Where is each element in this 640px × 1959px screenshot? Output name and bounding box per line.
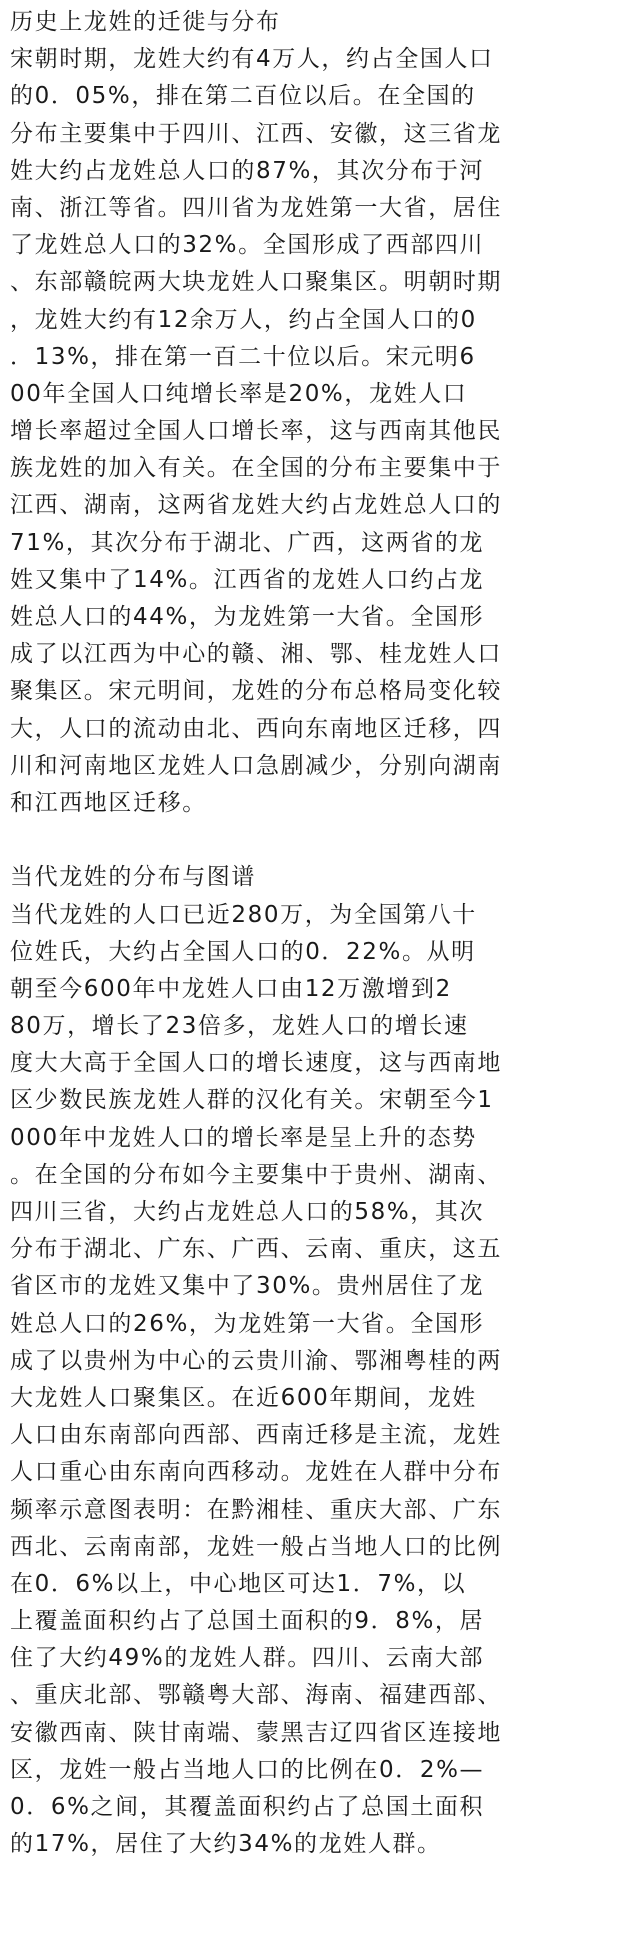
paragraph-line: 、重庆北部、鄂赣粤大部、海南、福建西部、 xyxy=(10,1682,502,1709)
paragraph-line: 人口重心由东南向西移动。龙姓在人群中分布 xyxy=(10,1459,502,1486)
paragraph-line: 南、浙江等省。四川省为龙姓第一大省，居住 xyxy=(10,194,502,221)
paragraph-line: 朝至今600年中龙姓人口由12万激增到2 xyxy=(10,975,452,1002)
paragraph-line: 。在全国的分布如今主要集中于贵州、湖南、 xyxy=(10,1161,502,1188)
paragraph-line: 聚集区。宋元明间，龙姓的分布总格局变化较 xyxy=(10,678,502,705)
paragraph-line: 成了以江西为中心的赣、湘、鄂、桂龙姓人口 xyxy=(10,641,502,668)
paragraph-line: ．13%，排在第一百二十位以后。宋元明6 xyxy=(10,343,476,370)
paragraph-line: 上覆盖面积约占了总国土面积的9．8%，居 xyxy=(10,1608,485,1635)
paragraph-line: 了龙姓总人口的32%。全国形成了西部四川 xyxy=(10,232,485,259)
paragraph-line: 江西、湖南，这两省龙姓大约占龙姓总人口的 xyxy=(10,492,502,519)
paragraph-line: 安徽西南、陕甘南端、蒙黑吉辽四省区连接地 xyxy=(10,1719,502,1746)
paragraph-line: 71%，其次分布于湖北、广西，这两省的龙 xyxy=(10,529,485,556)
paragraph-line: 姓大约占龙姓总人口的87%，其次分布于河 xyxy=(10,157,485,184)
paragraph-line: 族龙姓的加入有关。在全国的分布主要集中于 xyxy=(10,455,502,482)
paragraph-line: 、东部赣皖两大块龙姓人口聚集区。明朝时期 xyxy=(10,269,502,296)
paragraph-line: 人口由东南部向西部、西南迁移是主流，龙姓 xyxy=(10,1422,502,1449)
paragraph-line: 在0．6%以上，中心地区可达1．7%，以 xyxy=(10,1570,467,1597)
paragraph-line: ，龙姓大约有12余万人，约占全国人口的0 xyxy=(10,306,477,333)
paragraph-line: 分布主要集中于四川、江西、安徽，这三省龙 xyxy=(10,120,502,147)
paragraph-line: 频率示意图表明：在黔湘桂、重庆大部、广东 xyxy=(10,1496,502,1523)
paragraph-line: 0．6%之间，其覆盖面积约占了总国土面积 xyxy=(10,1794,485,1820)
paragraph-line: 的0．05%，排在第二百位以后。在全国的 xyxy=(10,83,476,110)
paragraph-line: 省区市的龙姓又集中了30%。贵州居住了龙 xyxy=(10,1273,485,1300)
paragraph-line: 度大大高于全国人口的增长速度，这与西南地 xyxy=(10,1050,502,1077)
paragraph-line: 成了以贵州为中心的云贵川渝、鄂湘粤桂的两 xyxy=(10,1347,502,1374)
paragraph-line: 位姓氏，大约占全国人口的0．22%。从明 xyxy=(10,938,476,965)
paragraph-line: 姓又集中了14%。江西省的龙姓人口约占龙 xyxy=(10,566,485,593)
paragraph-line: 区少数民族龙姓人群的汉化有关。宋朝至今1 xyxy=(10,1087,494,1114)
paragraph-line: 的17%，居住了大约34%的龙姓人群。 xyxy=(10,1831,442,1858)
paragraph-line: 大龙姓人口聚集区。在近600年期间，龙姓 xyxy=(10,1384,477,1411)
paragraph-line: 80万，增长了23倍多，龙姓人口的增长速 xyxy=(10,1013,469,1040)
paragraph-line: 增长率超过全国人口增长率，这与西南其他民 xyxy=(10,418,502,445)
paragraph-line: 大，人口的流动由北、西向东南地区迁移，四 xyxy=(10,715,502,742)
paragraph-line: 和江西地区迁移。 xyxy=(10,789,207,816)
paragraph-line: 区，龙姓一般占当地人口的比例在0．2%— xyxy=(10,1756,485,1783)
section-heading-modern: 当代龙姓的分布与图谱 xyxy=(10,864,256,891)
paragraph-line: 当代龙姓的人口已近280万，为全国第八十 xyxy=(10,901,477,928)
paragraph-line: 分布于湖北、广东、广西、云南、重庆，这五 xyxy=(10,1236,502,1263)
paragraph-line: 姓总人口的26%，为龙姓第一大省。全国形 xyxy=(10,1310,485,1337)
paragraph-line: 宋朝时期，龙姓大约有4万人，约占全国人口 xyxy=(10,46,494,73)
paragraph-line: 姓总人口的44%，为龙姓第一大省。全国形 xyxy=(10,604,485,630)
paragraph-line: 川和河南地区龙姓人口急剧减少，分别向湖南 xyxy=(10,752,502,779)
paragraph-line: 四川三省，大约占龙姓总人口的58%，其次 xyxy=(10,1199,485,1225)
paragraph-line: 住了大约49%的龙姓人群。四川、云南大部 xyxy=(10,1645,485,1672)
paragraph-line: 00年全国人口纯增长率是20%，龙姓人口 xyxy=(10,380,468,407)
section-spacer xyxy=(10,822,630,859)
section-heading-history: 历史上龙姓的迁徙与分布 xyxy=(10,9,281,35)
paragraph-line: 西北、云南南部，龙姓一般占当地人口的比例 xyxy=(10,1533,502,1560)
paragraph-line: 000年中龙姓人口的增长率是呈上升的态势 xyxy=(10,1124,477,1151)
